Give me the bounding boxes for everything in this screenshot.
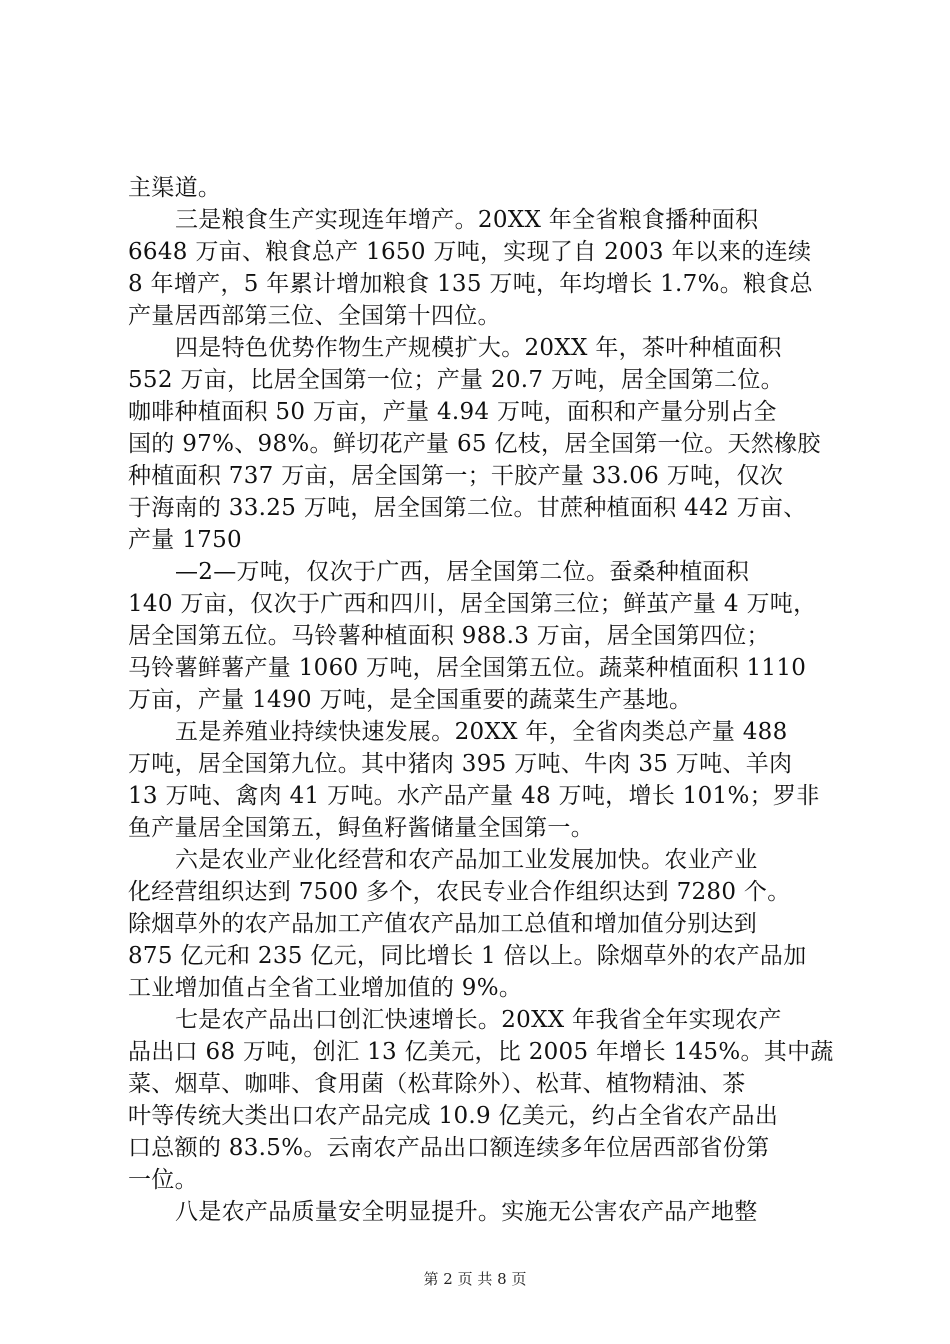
text-line: 552 万亩，比居全国第一位；产量 20.7 万吨，居全国第二位。 [128, 367, 784, 393]
text-line: 工业增加值占全省工业增加值的 9%。 [128, 975, 523, 1001]
text-line: 化经营组织达到 7500 多个，农民专业合作组织达到 7280 个。 [128, 879, 791, 905]
paragraph-start-line: 三是粮食生产实现连年增产。20XX 年全省粮食播种面积 [175, 207, 759, 233]
text-line: 于海南的 33.25 万吨，居全国第二位。甘蔗种植面积 442 万亩、 [128, 495, 807, 521]
text-line: 咖啡种植面积 50 万亩，产量 4.94 万吨，面积和产量分别占全 [128, 399, 777, 425]
paragraph-start-line: 四是特色优势作物生产规模扩大。20XX 年，茶叶种植面积 [175, 335, 782, 361]
page-number-footer: 第 2 页 共 8 页 [423, 1270, 527, 1288]
text-line: 菜、烟草、咖啡、食用菌（松茸除外）、松茸、植物精油、茶 [128, 1071, 746, 1097]
text-line: 产量居西部第三位、全国第十四位。 [128, 303, 501, 329]
text-line: 叶等传统大类出口农产品完成 10.9 亿美元，约占全省农产品出 [128, 1103, 779, 1129]
paragraph-start-line: 五是养殖业持续快速发展。20XX 年，全省肉类总产量 488 [175, 719, 788, 745]
text-line: 13 万吨、禽肉 41 万吨。水产品产量 48 万吨，增长 101%；罗非 [128, 783, 820, 809]
document-body [128, 172, 848, 1228]
text-line: 口总额的 83.5%。云南农产品出口额连续多年位居西部省份第 [128, 1135, 770, 1161]
text-line: 种植面积 737 万亩，居全国第一；干胶产量 33.06 万吨，仅次 [128, 463, 784, 489]
text-line: 品出口 68 万吨，创汇 13 亿美元，比 2005 年增长 145%。其中蔬 [128, 1039, 834, 1065]
text-line: 8 年增产，5 年累计增加粮食 135 万吨，年均增长 1.7%。粮食总 [128, 271, 813, 297]
paragraph-start-line: 八是农产品质量安全明显提升。实施无公害农产品产地整 [175, 1199, 758, 1225]
text-line: 马铃薯鲜薯产量 1060 万吨，居全国第五位。蔬菜种植面积 1110 [128, 655, 807, 681]
paragraph-start-line: —2—万吨，仅次于广西，居全国第二位。蚕桑种植面积 [175, 559, 750, 585]
text-line: 一位。 [128, 1167, 198, 1193]
text-line: 140 万亩，仅次于广西和四川，居全国第三位；鲜茧产量 4 万吨， [128, 591, 817, 617]
text-line: 居全国第五位。马铃薯种植面积 988.3 万亩，居全国第四位； [128, 623, 770, 649]
text-line: 875 亿元和 235 亿元，同比增长 1 倍以上。除烟草外的农产品加 [128, 943, 807, 969]
text-line: 万吨，居全国第九位。其中猪肉 395 万吨、牛肉 35 万吨、羊肉 [128, 751, 793, 777]
text-line: 国的 97%、98%。鲜切花产量 65 亿枝，居全国第一位。天然橡胶 [128, 431, 821, 457]
paragraph-start-line: 六是农业产业化经营和农产品加工业发展加快。农业产业 [175, 847, 758, 873]
text-line: 除烟草外的农产品加工产值农产品加工总值和增加值分别达到 [128, 911, 758, 937]
paragraph-start-line: 七是农产品出口创汇快速增长。20XX 年我省全年实现农产 [175, 1007, 782, 1033]
text-line: 万亩，产量 1490 万吨，是全国重要的蔬菜生产基地。 [128, 687, 693, 713]
text-line: 产量 1750 [128, 527, 242, 553]
text-line: 6648 万亩、粮食总产 1650 万吨，实现了自 2003 年以来的连续 [128, 239, 812, 265]
text-line: 主渠道。 [128, 175, 222, 201]
text-line: 鱼产量居全国第五，鲟鱼籽酱储量全国第一。 [128, 815, 594, 841]
